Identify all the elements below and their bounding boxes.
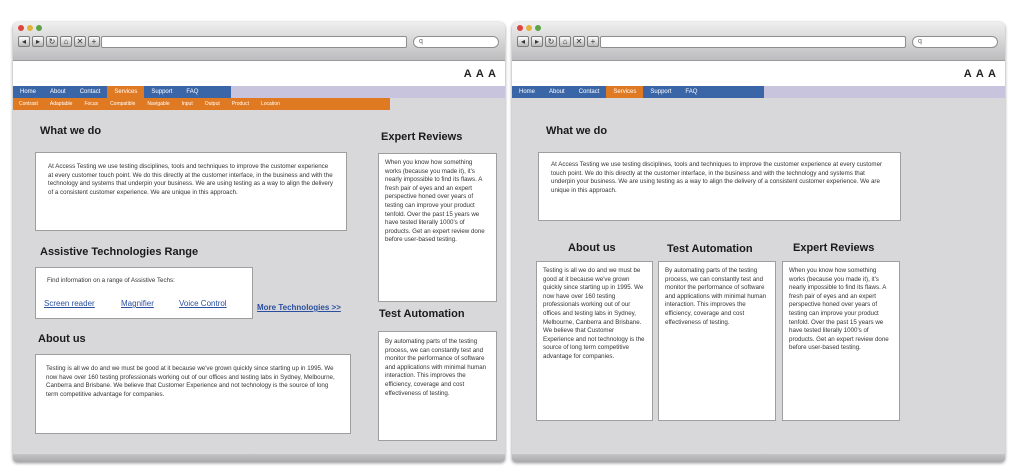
nav-support[interactable]: Support xyxy=(650,89,672,95)
nav-about[interactable]: About xyxy=(549,89,565,95)
what-we-do-text: At Access Testing we use testing disciplines, tools and techniques to improve the customer experience at every customer touch point. We do this directly at the customer interface, in the business and with the technology and systems that underpin your business. We are using testing as a way to align the delivery of a consistent customer experience. We are unique in this approach. xyxy=(35,152,347,231)
stop-icon[interactable]: ✕ xyxy=(573,36,585,47)
nav-contact[interactable]: Contact xyxy=(578,89,600,95)
browser-window-zoomed xyxy=(512,22,1005,462)
about-heading: About us xyxy=(38,333,86,345)
assistive-box xyxy=(35,267,253,319)
main-nav xyxy=(13,86,231,98)
close-window-button[interactable] xyxy=(18,25,24,31)
add-tab-icon[interactable]: + xyxy=(587,36,599,47)
what-we-do-heading: What we do xyxy=(40,125,102,137)
nav-services[interactable]: Services xyxy=(606,86,643,98)
back-icon[interactable]: ◂ xyxy=(517,36,529,47)
home-icon[interactable]: ⌂ xyxy=(559,36,571,47)
minimize-window-button[interactable] xyxy=(27,25,33,31)
window-bottom-bar xyxy=(512,454,1005,462)
nav-filler xyxy=(764,86,1005,98)
test-automation-heading: Test Automation xyxy=(667,243,753,255)
browser-toolbar xyxy=(512,22,1005,61)
test-automation-heading: Test Automation xyxy=(379,308,465,320)
search-input[interactable]: q xyxy=(413,36,499,48)
back-icon[interactable]: ◂ xyxy=(18,36,30,47)
nav-about[interactable]: About xyxy=(50,89,66,95)
nav-filler xyxy=(231,86,505,98)
address-bar[interactable] xyxy=(101,36,407,48)
nav-faq[interactable]: FAQ xyxy=(186,89,199,95)
nav-services[interactable]: Services xyxy=(107,86,144,98)
address-bar[interactable] xyxy=(600,36,906,48)
browser-toolbar xyxy=(13,22,505,61)
main-nav xyxy=(512,86,764,98)
subnav-product[interactable]: Product xyxy=(231,101,249,107)
stop-icon[interactable]: ✕ xyxy=(74,36,86,47)
subnav-output[interactable]: Output xyxy=(204,101,220,107)
page-content xyxy=(512,61,1005,454)
expert-reviews-text: When you know how something works (because you made it), it's nearly impossible to find its flaws. A fresh pair of eyes and an expert perspective honed over years of testing can improve your product tenfold. Over the past 15 years we have tested literally 1000's of products. Get an expert review done before user-based testing. xyxy=(378,153,497,302)
services-subnav xyxy=(13,98,390,110)
link-voice-control[interactable]: Voice Control xyxy=(179,299,227,308)
link-screen-reader[interactable]: Screen reader xyxy=(44,299,95,308)
assistive-intro: Find information on a range of Assistive Techs: xyxy=(47,277,175,284)
add-tab-icon[interactable]: + xyxy=(88,36,100,47)
text-size-controls[interactable]: A A A xyxy=(463,68,497,80)
nav-home[interactable]: Home xyxy=(519,89,536,95)
subnav-adaptable[interactable]: Adaptable xyxy=(49,101,73,107)
minimize-window-button[interactable] xyxy=(526,25,532,31)
nav-faq[interactable]: FAQ xyxy=(685,89,698,95)
forward-icon[interactable]: ▸ xyxy=(531,36,543,47)
subnav-navigable[interactable]: Navigable xyxy=(147,101,170,107)
link-magnifier[interactable]: Magnifier xyxy=(121,299,154,308)
close-window-button[interactable] xyxy=(517,25,523,31)
page-header xyxy=(13,61,505,86)
text-size-controls[interactable]: A A A xyxy=(963,68,997,80)
maximize-window-button[interactable] xyxy=(36,25,42,31)
window-bottom-bar xyxy=(13,454,505,462)
search-input[interactable]: q xyxy=(912,36,998,48)
about-heading: About us xyxy=(568,242,616,254)
what-we-do-heading: What we do xyxy=(546,125,608,137)
window-controls xyxy=(517,25,541,31)
subnav-input[interactable]: Input xyxy=(181,101,193,107)
subnav-location[interactable]: Location xyxy=(260,101,280,107)
page-header xyxy=(512,61,1005,86)
subnav-compatible[interactable]: Compatible xyxy=(110,101,136,107)
nav-home[interactable]: Home xyxy=(20,89,37,95)
browser-window-original xyxy=(13,22,505,462)
expert-reviews-heading: Expert Reviews xyxy=(381,131,463,143)
nav-support[interactable]: Support xyxy=(151,89,173,95)
window-controls xyxy=(18,25,42,31)
about-text: Testing is all we do and we must be good at it because we've grown quickly since starting up in 1995. We now have over 160 testing professionals working out of our offices and testing labs in Sydney, Melbourne, Canberra and Brisbane. We believe that Customer Experience and not technology is the source of long term competitive advantage for companies. xyxy=(536,261,653,421)
assistive-heading: Assistive Technologies Range xyxy=(40,246,199,258)
nav-contact[interactable]: Contact xyxy=(79,89,101,95)
reload-icon[interactable]: ↻ xyxy=(46,36,58,47)
reload-icon[interactable]: ↻ xyxy=(545,36,557,47)
test-automation-text: By automating parts of the testing process, we can constantly test and monitor the performance of software and applications with minimal human interaction. This improves the efficiency, coverage and cost effectiveness of testing. xyxy=(658,261,776,421)
more-technologies-link[interactable]: More Technologies >> xyxy=(257,303,341,312)
subnav-contrast[interactable]: Contrast xyxy=(19,101,38,107)
maximize-window-button[interactable] xyxy=(535,25,541,31)
expert-reviews-text: When you know how something works (because you made it), it's nearly impossible to find its flaws. A fresh pair of eyes and an expert perspective honed over years of testing can improve your product tenfold. Over the past 15 years we have tested literally 1000's of products. Get an expert review done before user-based testing. xyxy=(782,261,900,421)
home-icon[interactable]: ⌂ xyxy=(60,36,72,47)
expert-reviews-heading: Expert Reviews xyxy=(793,242,875,254)
test-automation-text: By automating parts of the testing process, we can constantly test and monitor the performance of software and applications with minimal human interaction. This improves the efficiency, coverage and cost effectiveness of testing. xyxy=(378,331,497,441)
about-text: Testing is all we do and we must be good at it because we've grown quickly since starting up in 1995. We now have over 160 testing professionals working out of our offices and testing labs in Sydney, Melbourne, Canberra and Brisbane. We believe that Customer Experience and not technology is the source of long term competitive advantage for companies. xyxy=(35,354,351,434)
what-we-do-text: At Access Testing we use testing disciplines, tools and techniques to improve the customer experience at every customer touch point. We do this directly at the customer interface, in the business and with the technology and systems that underpin your business. We are using testing as a way to align the delivery of a consistent customer experience. We are unique in this approach. xyxy=(538,152,901,221)
subnav-focus[interactable]: Focus xyxy=(84,101,99,107)
forward-icon[interactable]: ▸ xyxy=(32,36,44,47)
page-content xyxy=(13,61,505,454)
